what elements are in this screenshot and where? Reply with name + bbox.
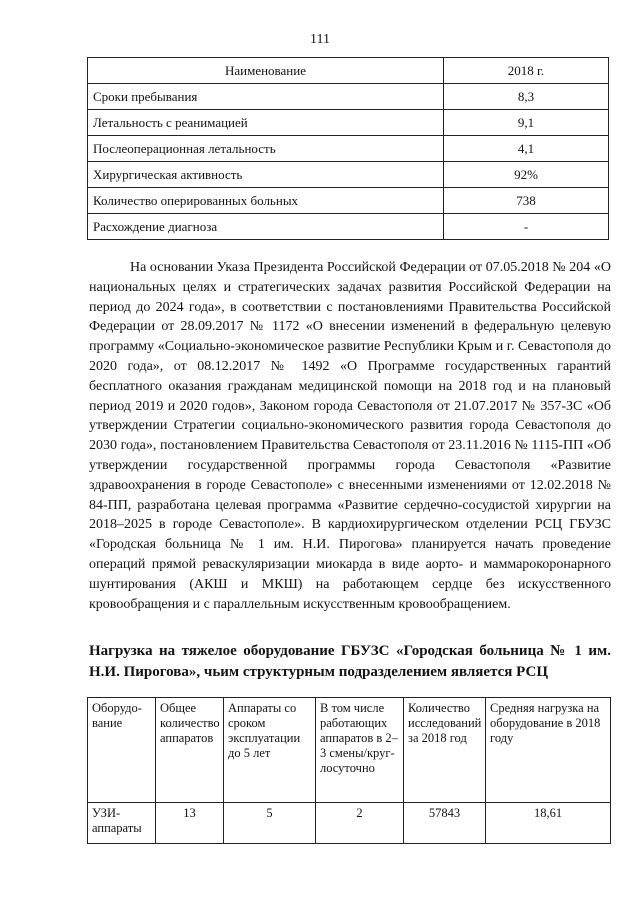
column-header-units-multi-shift: В том числе работающих аппаратов в 2–3 смены/круг-лосуточно: [316, 698, 404, 803]
row-label: Расхождение диагноза: [88, 214, 444, 240]
row-label: Хирургическая активность: [88, 162, 444, 188]
column-header-units-under-5-years: Аппараты со сроком эксплуатации до 5 лет: [224, 698, 316, 803]
row-value: 9,1: [443, 110, 608, 136]
equipment-load-table: [87, 697, 611, 844]
table-header-row: [88, 698, 611, 803]
equipment-cell: УЗИ-аппараты: [88, 803, 156, 844]
table-row: [88, 110, 609, 136]
column-header-average-load: Средняя нагрузка на оборудование в 2018 году: [486, 698, 611, 803]
row-value: 4,1: [443, 136, 608, 162]
table-row: [88, 188, 609, 214]
exam-count-cell: 57843: [404, 803, 486, 844]
column-header-total-units: Общее количество аппаратов: [156, 698, 224, 803]
table-row: [88, 136, 609, 162]
row-value: 8,3: [443, 84, 608, 110]
table-header-row: [88, 58, 609, 84]
table-row: [88, 162, 609, 188]
table-row: [88, 84, 609, 110]
average-load-cell: 18,61: [486, 803, 611, 844]
row-value: -: [443, 214, 608, 240]
row-value: 92%: [443, 162, 608, 188]
units-under-5-years-cell: 5: [224, 803, 316, 844]
column-header-year: 2018 г.: [443, 58, 608, 84]
column-header-equipment: Оборудо-вание: [88, 698, 156, 803]
table-row: [88, 803, 611, 844]
row-label: Летальность с реанимацией: [88, 110, 444, 136]
row-label: Послеоперационная летальность: [88, 136, 444, 162]
total-units-cell: 13: [156, 803, 224, 844]
column-header-exam-count: Количество исследований за 2018 год: [404, 698, 486, 803]
units-multi-shift-cell: 2: [316, 803, 404, 844]
row-value: 738: [443, 188, 608, 214]
body-paragraph: На основании Указа Президента Российской Федерации от 07.05.2018 № 204 «О национальных целях и стратегических задачах развития Российской Федерации на период до 2024 года», в соответствии с постановлениями Правительства Российской Федерации от 28.09.2017 № 1172 «О внесении изменений в федеральную целевую программу «Социально-экономическое развитие Республики Крым и г. Севастополя до 2020 года», от 08.12.2017 № 1492 «О Программе государственных гарантий бесплатного оказания гражданам медицинской помощи на 2018 год и на плановый период 2019 и 2020 годов», Законом города Севастополя от 21.07.2017 № 357-ЗС «Об утверждении Стратегии социально-экономического развития города Севастополя до 2030 года», постановлением Правительства Севастополя от 23.11.2016 № 1115-ПП «Об утверждении государственной программы города Севастополя «Развитие здравоохранения в городе Севастополе» с внесенными изменениями от 12.02.2018 № 84-ПП, разработана целевая программа «Развитие сердечно-сосудистой хирургии на 2018–2025 в городе Севастополе». В кардиохирургическом отделении РСЦ ГБУЗС «Городская больница № 1 им. Н.И. Пирогова» планируется начать проведение операций прямой реваскуляризации миокарда в виде аорто- и маммарокоронарного шунтирования (АКШ и МКШ) на работающем сердце без искусственного кровообращения и с параллельным искусственным кровообращением.: [89, 260, 611, 612]
table-row: [88, 214, 609, 240]
column-header-name: Наименование: [88, 58, 444, 84]
hospital-stats-table: [87, 57, 609, 240]
equipment-load-heading: Нагрузка на тяжелое оборудование ГБУЗС «Городская больница № 1 им. Н.И. Пирогова», чьим структурным подразделением является РСЦ: [89, 643, 611, 680]
row-label: Количество оперированных больных: [88, 188, 444, 214]
row-label: Сроки пребывания: [88, 84, 444, 110]
page-number: 111: [310, 32, 330, 47]
